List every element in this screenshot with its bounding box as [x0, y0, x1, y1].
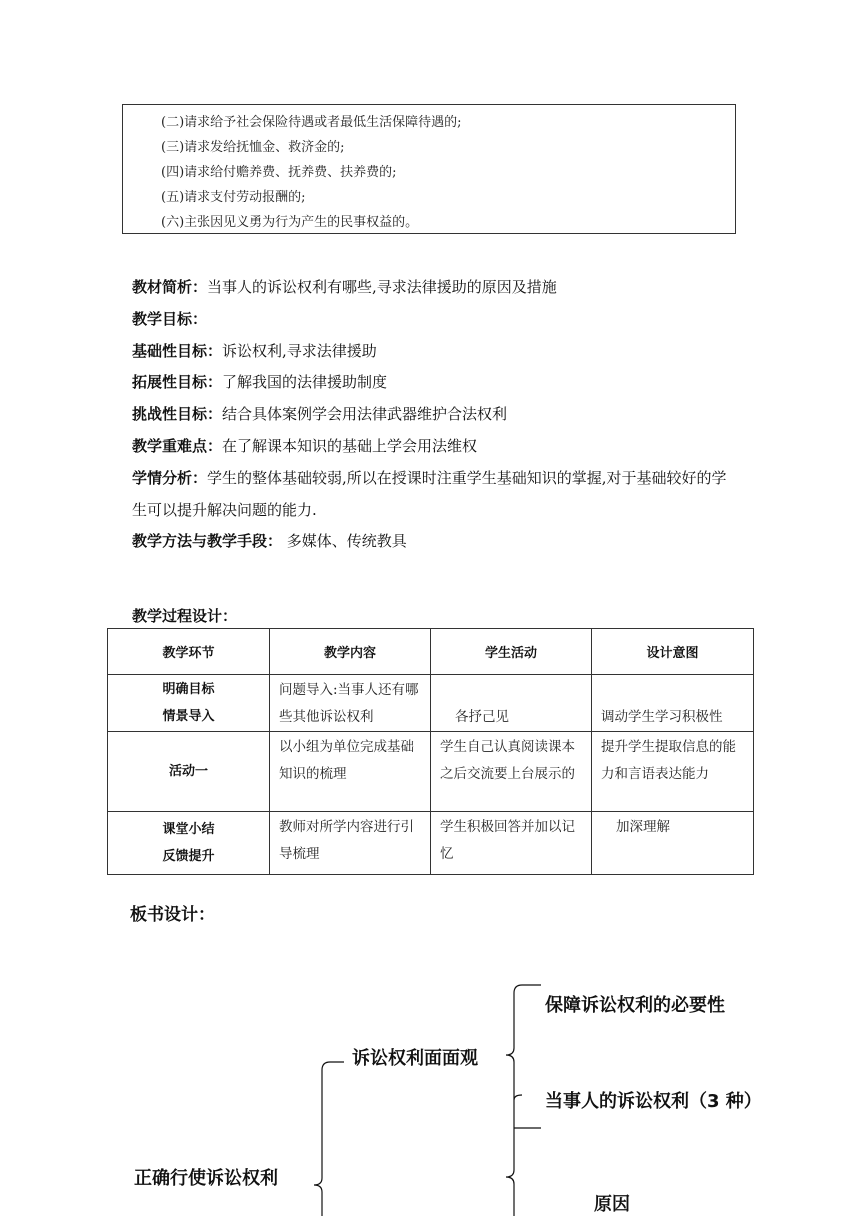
board-root: 正确行使诉讼权利: [134, 1168, 278, 1189]
activity-cell: 各抒己见: [431, 675, 592, 732]
key-difficulty-text: 在了解课本知识的基础上学会用法维权: [222, 437, 478, 455]
claims-list-item: (二)请求给予社会保险待遇或者最低生活保障待遇的;: [161, 115, 462, 130]
intent-cell: 加深理解: [592, 812, 754, 875]
claims-list-item: (五)请求支付劳动报酬的;: [161, 190, 306, 205]
claims-list-item: (四)请求给付赡养费、抚养费、扶养费的;: [161, 165, 397, 180]
content-cell: 问题导入:当事人还有哪些其他诉讼权利: [270, 675, 431, 732]
step-cell: 明确目标 情景导入: [108, 675, 270, 732]
extended-goal-text: 了解我国的法律援助制度: [222, 373, 388, 391]
leaf2-hook: [514, 1095, 522, 1100]
basic-goal-label: 基础性目标：: [132, 342, 223, 360]
key-difficulty-label: 教学重难点：: [132, 437, 223, 455]
header-activity: 学生活动: [431, 629, 592, 675]
board-leaf-reason: 原因: [594, 1194, 630, 1215]
claims-list-item: (三)请求发给抚恤金、救济金的;: [161, 140, 345, 155]
step-cell: 活动一: [108, 732, 270, 812]
content-cell: 教师对所学内容进行引导梳理: [270, 812, 431, 875]
board-branch-litigation: 诉讼权利面面观: [352, 1048, 478, 1069]
branch-bracket: [506, 985, 541, 1216]
board-leaf-necessity: 保障诉讼权利的必要性: [545, 995, 725, 1016]
intent-cell: 调动学生学习积极性: [592, 675, 754, 732]
extended-goal-label: 拓展性目标：: [132, 373, 223, 391]
student-analysis-text: 学生的整体基础较弱,所以在授课时注重学生基础知识的掌握,对于基础较好的学生可以提升解决问题的能力.: [132, 469, 727, 519]
board-heading: 板书设计：: [130, 905, 215, 925]
board-leaf-rights: 当事人的诉讼权利（3 种）: [545, 1091, 762, 1112]
basic-goal-text: 诉讼权利,寻求法律援助: [222, 342, 377, 360]
student-analysis-label: 学情分析：: [132, 469, 208, 487]
textbook-analysis-label: 教材简析：: [132, 278, 208, 296]
header-content: 教学内容: [270, 629, 431, 675]
activity-cell: 学生自己认真阅读课本之后交流要上台展示的: [431, 732, 592, 812]
root-bracket: [314, 1062, 344, 1216]
teaching-methods-label: 教学方法与教学手段：: [132, 532, 283, 550]
step-cell: 课堂小结 反馈提升: [108, 812, 270, 875]
activity-cell: 学生积极回答并加以记忆: [431, 812, 592, 875]
challenge-goal-text: 结合具体案例学会用法律武器维护合法权利: [222, 405, 508, 423]
content-cell: 以小组为单位完成基础知识的梳理: [270, 732, 431, 812]
header-intent: 设计意图: [592, 629, 754, 675]
header-step: 教学环节: [108, 629, 270, 675]
claims-list-item: (六)主张因见义勇为行为产生的民事权益的。: [161, 215, 419, 230]
process-heading: 教学过程设计：: [132, 607, 238, 625]
challenge-goal-label: 挑战性目标：: [132, 405, 223, 423]
textbook-analysis-text: 当事人的诉讼权利有哪些,寻求法律援助的原因及措施: [207, 278, 557, 296]
teaching-goals-label: 教学目标：: [132, 310, 208, 328]
teaching-methods-text: 多媒体、传统教具: [282, 532, 407, 550]
intent-cell: 提升学生提取信息的能力和言语表达能力: [592, 732, 754, 812]
